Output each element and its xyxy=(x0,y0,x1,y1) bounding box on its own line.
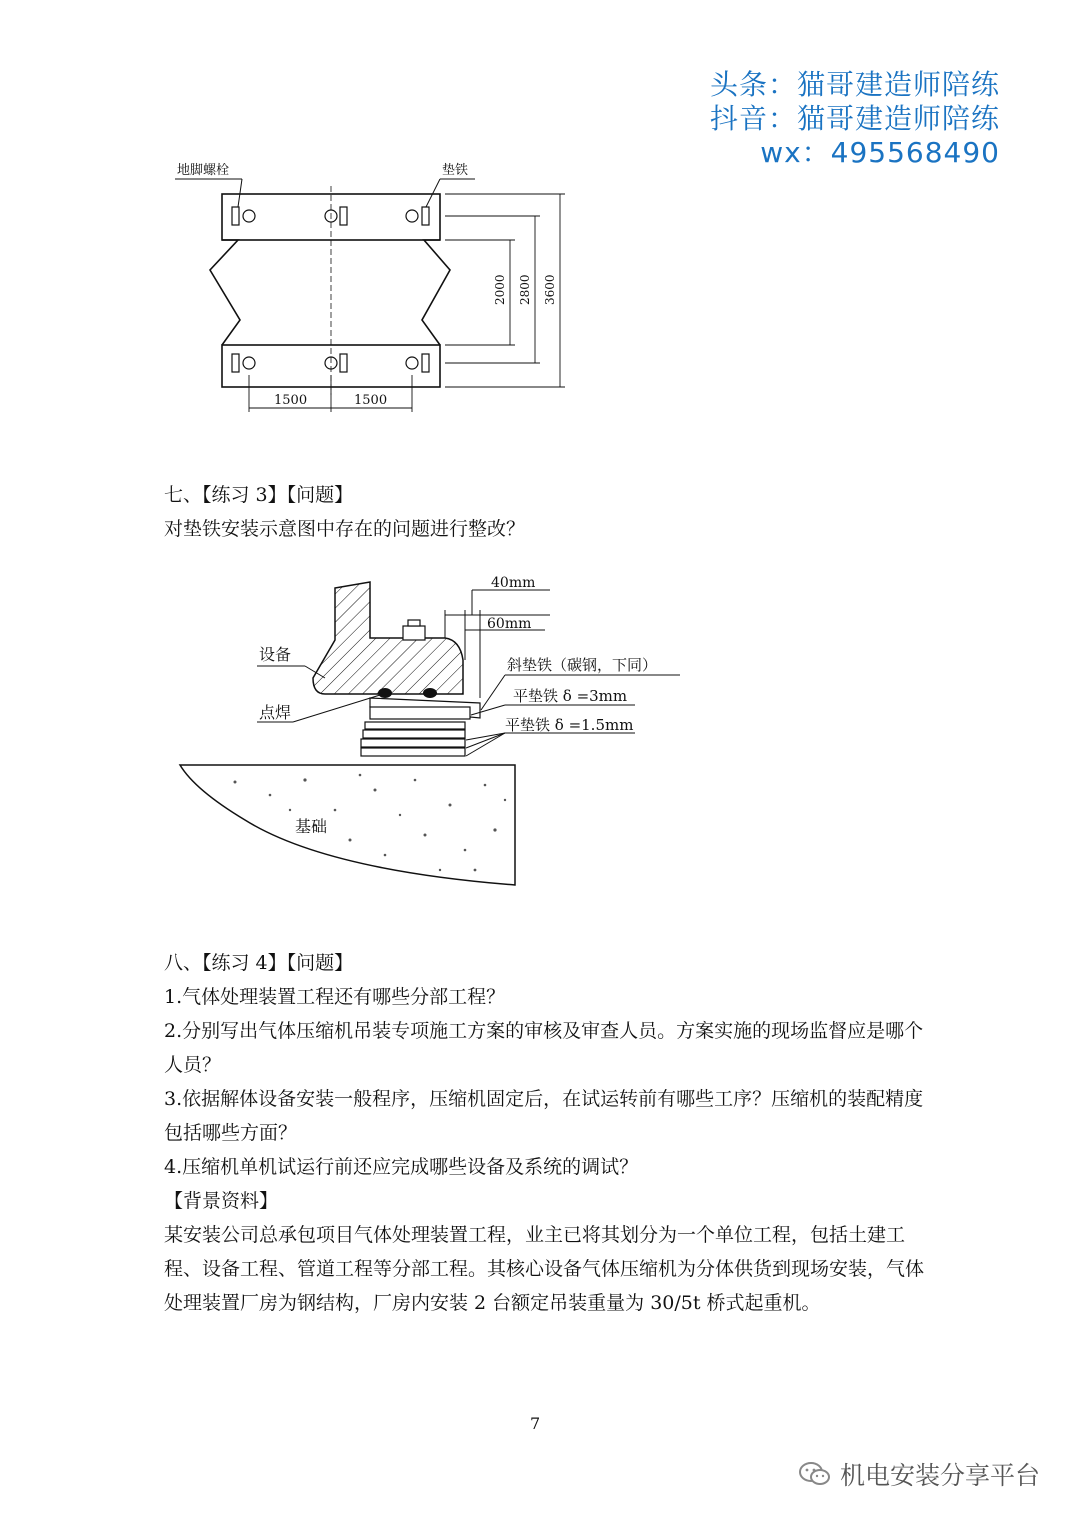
background-heading: 【背景资料】 xyxy=(164,1190,279,1212)
footer-text: 机电安装分享平台 xyxy=(839,1461,1040,1490)
shim-installation-diagram xyxy=(175,570,695,890)
question-1: 1.气体处理装置工程还有哪些分部工程？ xyxy=(164,986,506,1008)
watermark-block xyxy=(580,68,1000,170)
dim-3600: 3600 xyxy=(543,274,557,305)
dim-1500-left: 1500 xyxy=(274,393,308,408)
background-text: 某安装公司总承包项目气体处理装置工程，业主已将其划分为一个单位工程，包括土建工程、设备工程、管道工程等分部工程。其核心设备气体压缩机为分体供货到现场安装，气体处理装置厂房为钢结构，厂房内安装 2 台额定吊装重量为 30/5t 桥式起重机。 xyxy=(164,1224,925,1314)
page-number: 7 xyxy=(530,1414,541,1433)
footer-watermark xyxy=(798,1456,1040,1492)
label-60mm: 60mm xyxy=(487,616,532,632)
label-flat-shim-3mm: 平垫铁 δ =3mm xyxy=(513,687,628,705)
question-3: 3.依据解体设备安装一般程序，压缩机固定后，在试运转前有哪些工序？压缩机的装配精度包括哪些方面？ xyxy=(164,1088,924,1144)
question-2: 2.分别写出气体压缩机吊装专项施工方案的审核及审查人员。方案实施的现场监督应是哪个人员？ xyxy=(164,1020,924,1076)
section7 xyxy=(164,478,924,546)
section8-heading: 八、【练习 4】【问题】 xyxy=(164,952,354,974)
label-taper-shim: 斜垫铁（碳钢，下同） xyxy=(507,656,658,674)
question-4: 4.压缩机单机试运行前还应完成哪些设备及系统的调试？ xyxy=(164,1156,639,1178)
section7-heading: 七、【练习 3】【问题】 xyxy=(164,484,354,506)
section8 xyxy=(164,946,924,1320)
label-anchor-bolt: 地脚螺栓 xyxy=(177,163,230,178)
dim-2000: 2000 xyxy=(493,274,507,305)
anchor-bolt-plan-diagram xyxy=(160,150,600,420)
dim-1500-right: 1500 xyxy=(354,393,388,408)
dim-2800: 2800 xyxy=(518,274,532,305)
wechat-icon xyxy=(798,1460,832,1488)
label-equipment: 设备 xyxy=(259,645,292,664)
label-shim: 垫铁 xyxy=(442,163,469,178)
section7-question: 对垫铁安装示意图中存在的问题进行整改？ xyxy=(164,518,526,540)
label-40mm: 40mm xyxy=(491,575,536,591)
watermark-line-douyin: 抖音：猫哥建造师陪练 xyxy=(709,102,1000,135)
watermark-line-toutiao: 头条：猫哥建造师陪练 xyxy=(709,68,1000,101)
label-foundation: 基础 xyxy=(295,817,328,836)
label-flat-shim-1-5mm: 平垫铁 δ =1.5mm xyxy=(505,716,634,734)
watermark-line-wx: wx：495568490 xyxy=(760,136,1000,169)
label-spot-weld: 点焊 xyxy=(259,703,292,722)
